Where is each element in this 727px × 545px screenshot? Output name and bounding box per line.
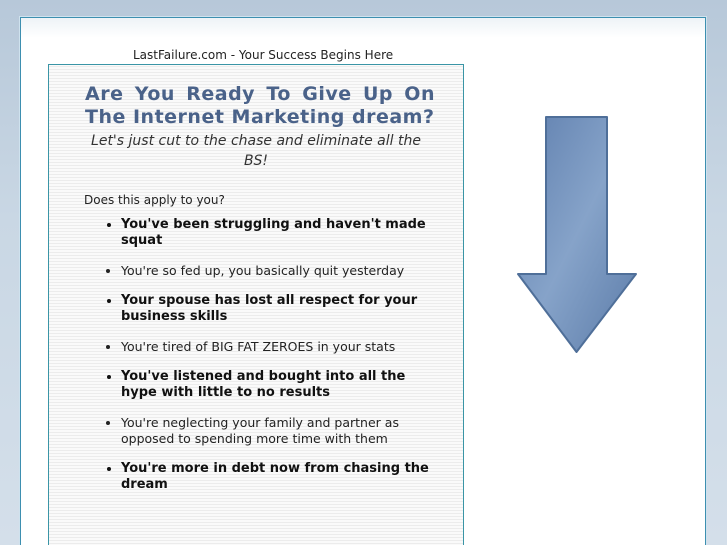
down-arrow-icon bbox=[515, 114, 639, 354]
list-item: • You've listened and bought into all the hype with little to no results bbox=[121, 369, 433, 401]
page-top-band bbox=[21, 18, 705, 38]
down-arrow-graphic bbox=[515, 114, 639, 354]
down-arrow-shape bbox=[518, 117, 636, 352]
sales-content-box bbox=[48, 64, 464, 545]
site-tagline: LastFailure.com - Your Success Begins Here bbox=[133, 48, 394, 62]
headline bbox=[85, 83, 435, 129]
list-item: • Your spouse has lost all respect for your business skills bbox=[121, 293, 433, 325]
pain-points-list bbox=[49, 217, 463, 493]
subheadline: Let's just cut to the chase and eliminate all the BS! bbox=[91, 133, 421, 169]
list-item: • You're more in debt now from chasing the dream bbox=[121, 461, 433, 493]
headline-line-1: Are You Ready To Give Up On bbox=[85, 83, 435, 105]
page-container bbox=[20, 17, 706, 545]
list-item: • You're tired of BIG FAT ZEROES in your stats bbox=[121, 339, 433, 355]
list-item: • You're so fed up, you basically quit yesterday bbox=[121, 263, 433, 279]
list-item: • You're neglecting your family and partner as opposed to spending more time with them bbox=[121, 415, 433, 447]
headline-line-2: The Internet Marketing dream? bbox=[85, 106, 435, 128]
question-text: Does this apply to you? bbox=[84, 193, 225, 207]
list-item: • You've been struggling and haven't made squat bbox=[121, 217, 433, 249]
